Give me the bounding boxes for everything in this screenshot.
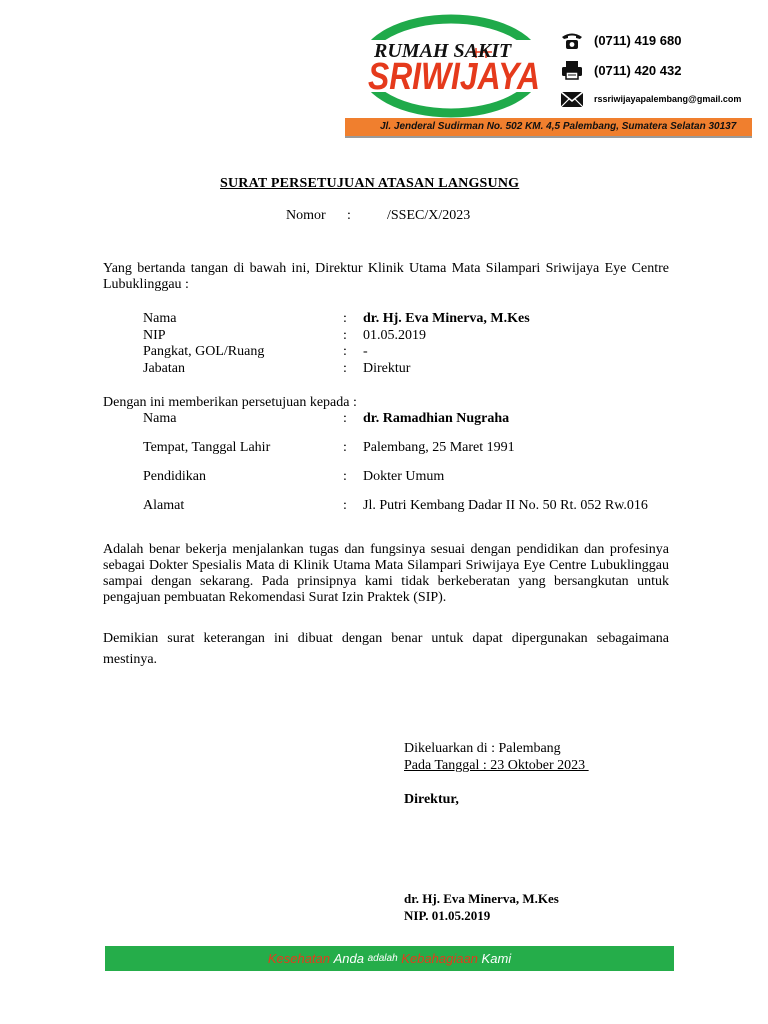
signer-position-colon: : bbox=[343, 361, 347, 376]
subject-address-value: Jl. Putri Kembang Dadar II No. 50 Rt. 052 Rw.016 bbox=[363, 498, 648, 513]
body-paragraph: Adalah benar bekerja menjalankan tugas dan fungsinya sesuai dengan pendidikan dan profesinya sebagai Dokter Spesialis Mata di Klinik Utama Mata Silampari Sriwijaya Eye Centre Lubuklinggau sampai dengan sekarang. Pada prinsipnya kami tidak berkeberatan yang bersangkutan untuk pengajuan pembuatan Rekomendasi Surat Izin Praktek (SIP). bbox=[103, 542, 669, 605]
slogan-word-5: Kami bbox=[481, 951, 512, 966]
signer-nip-label: NIP bbox=[143, 328, 166, 343]
slogan-word-3: adalah bbox=[367, 953, 398, 964]
logo-main-text: SRIWIJAYA bbox=[368, 56, 540, 98]
signer-rank-colon: : bbox=[343, 344, 347, 359]
closing-paragraph: Demikian surat keterangan ini dibuat dengan benar untuk dapat dipergunakan sebagaimana mestinya. bbox=[103, 631, 669, 667]
slogan-word-2: Anda bbox=[333, 951, 364, 966]
hospital-logo bbox=[358, 14, 544, 118]
contact-email bbox=[560, 88, 741, 110]
contact-phone-1 bbox=[560, 29, 681, 51]
subject-education-label: Pendidikan bbox=[143, 469, 206, 484]
subject-birth-colon: : bbox=[343, 440, 347, 455]
signer-position-label: Jabatan bbox=[143, 361, 185, 376]
signature-position: Direktur, bbox=[404, 792, 459, 807]
phone-number-2: (0711) 420 432 bbox=[594, 62, 682, 78]
issued-date: Pada Tanggal : 23 Oktober 2023 bbox=[404, 758, 589, 773]
signer-rank-label: Pangkat, GOL/Ruang bbox=[143, 344, 265, 359]
subject-address-label: Alamat bbox=[143, 498, 185, 513]
signer-rank-value: - bbox=[363, 344, 368, 359]
nomor-label: Nomor bbox=[286, 208, 326, 223]
subject-birth-value: Palembang, 25 Maret 1991 bbox=[363, 440, 515, 455]
telephone-icon bbox=[560, 30, 584, 50]
slogan-word-1: Kesehatan bbox=[267, 951, 330, 966]
signer-name-value: dr. Hj. Eva Minerva, M.Kes bbox=[363, 311, 530, 326]
consent-intro: Dengan ini memberikan persetujuan kepada : bbox=[103, 395, 357, 410]
intro-paragraph: Yang bertanda tangan di bawah ini, Direktur Klinik Utama Mata Silampari Sriwijaya Eye Centre Lubuklinggau : bbox=[103, 261, 669, 292]
subject-birth-label: Tempat, Tanggal Lahir bbox=[143, 440, 271, 455]
slogan-word-4: Kebahagiaan bbox=[401, 951, 478, 966]
signature-name: dr. Hj. Eva Minerva, M.Kes bbox=[404, 891, 559, 906]
letter-title: SURAT PERSETUJUAN ATASAN LANGSUNG bbox=[220, 176, 520, 191]
signature-nip: NIP. 01.05.2019 bbox=[404, 908, 491, 923]
contact-phone-2 bbox=[560, 59, 681, 81]
subject-education-colon: : bbox=[343, 469, 347, 484]
hospital-address: Jl. Jenderal Sudirman No. 502 KM. 4,5 Palembang, Sumatera Selatan 30137 bbox=[380, 121, 737, 132]
subject-name-label: Nama bbox=[143, 411, 177, 426]
signer-position-value: Direktur bbox=[363, 361, 411, 376]
fax-icon bbox=[560, 60, 584, 80]
nomor-colon: : bbox=[347, 208, 351, 223]
nomor-value: /SSEC/X/2023 bbox=[387, 208, 471, 223]
envelope-icon bbox=[560, 89, 584, 109]
footer-slogan bbox=[106, 946, 673, 971]
subject-name-colon: : bbox=[343, 411, 347, 426]
subject-address-colon: : bbox=[343, 498, 347, 513]
subject-name-value: dr. Ramadhian Nugraha bbox=[363, 411, 510, 426]
signer-name-colon: : bbox=[343, 311, 347, 326]
logo-top-text: RUMAH SAKIT bbox=[374, 40, 512, 62]
email-address: rssriwijayapalembang@gmail.com bbox=[594, 94, 742, 104]
phone-number-1: (0711) 419 680 bbox=[594, 32, 682, 48]
issued-place: Dikeluarkan di : Palembang bbox=[404, 741, 561, 756]
signer-nip-colon: : bbox=[343, 328, 347, 343]
signer-nip-value: 01.05.2019 bbox=[363, 328, 426, 343]
signer-name-label: Nama bbox=[143, 311, 177, 326]
subject-education-value: Dokter Umum bbox=[363, 469, 445, 484]
